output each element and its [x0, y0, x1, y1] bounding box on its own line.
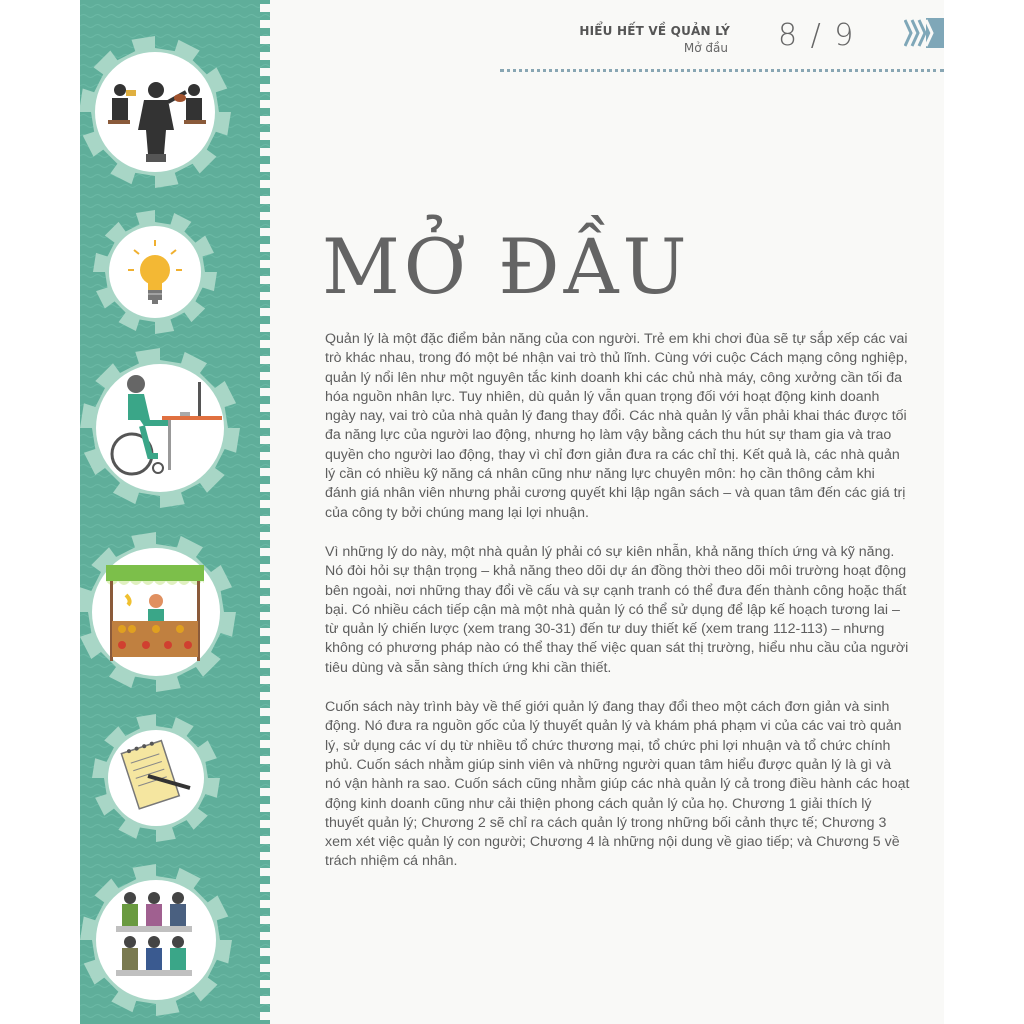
book-title: HIỂU HẾT VỀ QUẢN LÝ [579, 24, 730, 38]
paragraph: Quản lý là một đặc điểm bản năng của con người. Trẻ em khi chơi đùa sẽ tự sắp xếp các vai trò khác nhau, trong đó một bé nhận vai trò thủ lĩnh. Cùng với cuộc Cách mạng công nghiệp, quản lý nổi lên như một nguyên tắc kinh doanh khi các chủ nhà máy, công xưởng cần tối đa hóa nguồn nhân lực. Tuy nhiên, dù quản lý vẫn quan trọng đối với hoạt động kinh doanh ngày nay, vai trò của nhà quản lý đang thay đổi. Các nhà quản lý vẫn phải khai thác được tối đa năng lực của người lao động, nhưng họ làm vậy bằng cách thu hút sự tham gia và trao quyền cho người lao động, thay vì chỉ đơn giản đưa ra các chỉ thị. Kết quả là, các nhà quản lý cần có nhiều kỹ năng cá nhân cũng như năng lực chuyên môn: họ cần thông cảm khi đánh giá nhân viên nhưng phải cương quyết khi lập ngân sách – và quan tâm đến các giá trị của công ty bởi chúng mang lại lợi nhuận. [325, 331, 908, 521]
chevron-right-icon [904, 18, 944, 52]
market-stall-icon [106, 565, 204, 663]
paragraph: Cuốn sách này trình bày về thế giới quản lý đang thay đổi theo một cách đơn giản và sinh động. Nó đưa ra nguồn gốc của lý thuyết quản lý và khám phá phạm vi của các vai trò quản lý, sử dụng các ví dụ từ nhiều tổ chức thương mại, tổ chức phi lợi nhuận và tổ chức chính phủ. Cuốn sách nhằm giúp sinh viên và những người quan tâm hiểu được quản lý là gì và nó vận hành ra sao. Cuốn sách cũng nhằm giúp các nhà quản lý cả trong điều hành các hoạt động kinh doanh cũng như cải thiện phong cách quản lý của họ. Chương 1 giải thích lý thuyết quản lý; Chương 2 sẽ chỉ ra cách quản lý trong những bối cảnh thực tế; Chương 3 xem xét việc quản lý con người; Chương 4 là những nội dung về giao tiếp; và Chương 5 về trách nhiệm cá nhân. [325, 699, 910, 870]
page-title: MỞ ĐẦU [322, 222, 691, 311]
paragraph: Vì những lý do này, một nhà quản lý phải có sự kiên nhẫn, khả năng thích ứng và kỹ năng. Nó đòi hỏi sự thận trọng – khả năng theo dõi dự án đồng thời theo dõi môi trường hoạt động bên ngoài, nơi những thay đổi về cấu và sự cạnh tranh có thể đưa đến thành công hoặc thất bại. Có nhiều cách tiếp cận mà một nhà quản lý có thể sử dụng để lập kế hoạch tương lai – từ quản lý chiến lược (xem trang 30-31) đến tư duy thiết kế (xem trang 112-113) – nhưng không có phương pháp nào có thể thay thế việc quan sát thị trường, hiểu nhu cầu của người tiêu dùng và sẵn sàng thích ứng khi cần thiết. [325, 543, 909, 676]
team-group-icon [112, 888, 196, 984]
body-text [325, 330, 910, 892]
page-number: 8 / 9 [778, 18, 856, 53]
header-rule [500, 69, 944, 72]
wheelchair-worker-icon [102, 372, 224, 480]
section-name: Mở đầu [683, 41, 728, 55]
notepad-pen-icon [120, 736, 192, 816]
orchestra-conductor-icon [98, 68, 216, 168]
lightbulb-icon [128, 240, 182, 310]
